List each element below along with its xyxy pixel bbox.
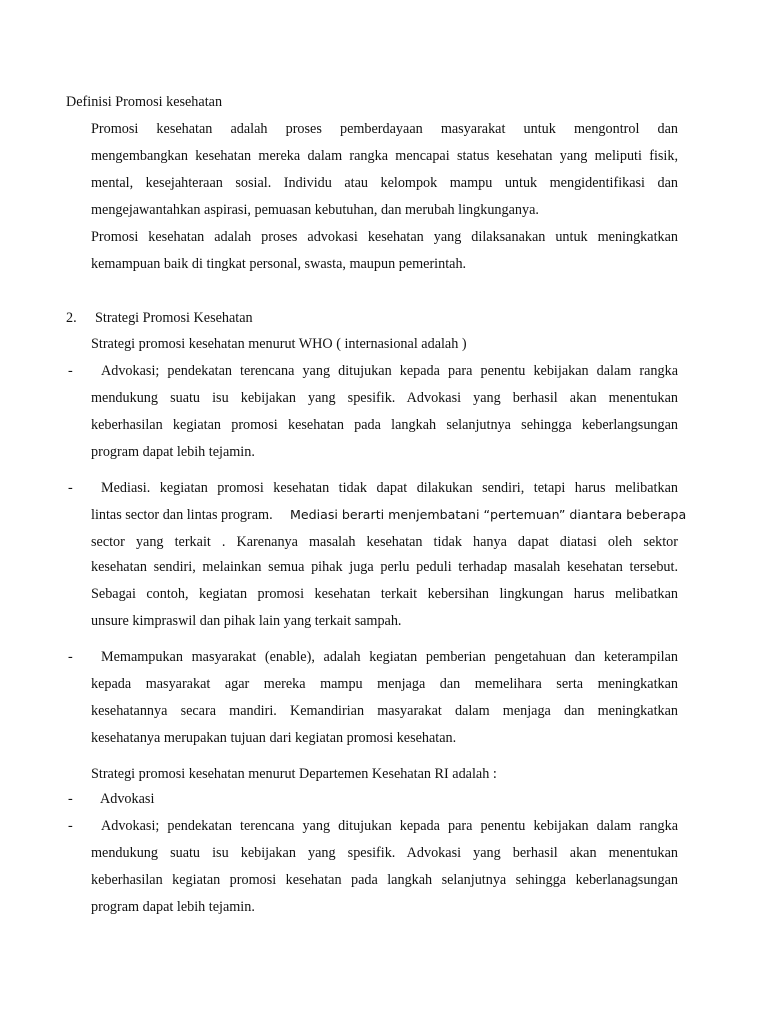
bullet-dash: - [68,791,73,807]
section-heading-strategi: Strategi Promosi Kesehatan [95,310,253,326]
paragraph-line: Promosi kesehatan adalah proses pemberdayaan masyarakat untuk mengontrol dan [91,121,678,137]
who-intro: Strategi promosi kesehatan menurut WHO ( internasional adalah ) [91,336,467,352]
list-item-line-sans: Mediasi berarti menjembatani “pertemuan” diantara beberapa [290,507,687,522]
list-item-line: sector yang terkait . Karenanya masalah kesehatan tidak hanya dapat diatasi oleh sektor [91,534,678,550]
section-number: 2. [66,310,77,326]
paragraph-line: mengembangkan kesehatan mereka dalam rangka mencapai status kesehatan yang meliputi fisik, [91,148,678,164]
list-item-line: mendukung suatu isu kebijakan yang spesifik. Advokasi yang berhasil akan menentukan [91,390,678,406]
list-item-line: Sebagai contoh, kegiatan promosi kesehatan terkait kebersihan lingkungan harus melibatkan [91,586,678,602]
paragraph-line: mental, kesejahteraan sosial. Individu atau kelompok mampu untuk mengidentifikasi dan [91,175,678,191]
list-item-line: keberhasilan kegiatan promosi kesehatan pada langkah selanjutnya sehingga keberlanagsungan [91,872,678,888]
list-item-line: kesehatanya merupakan tujuan dari kegiatan promosi kesehatan. [91,730,457,746]
bullet-dash: - [68,363,73,379]
paragraph-line: kemampuan baik di tingkat personal, swasta, maupun pemerintah. [91,256,467,272]
list-item-line: Advokasi; pendekatan terencana yang ditujukan kepada para penentu kebijakan dalam rangka [101,818,678,834]
list-item-line: program dapat lebih tejamin. [91,444,255,460]
list-item-line: program dapat lebih tejamin. [91,899,255,915]
bullet-dash: - [68,649,73,665]
paragraph-line: Promosi kesehatan adalah proses advokasi kesehatan yang dilaksanakan untuk meningkatkan [91,229,678,245]
list-item-line: unsure kimpraswil dan pihak lain yang terkait sampah. [91,613,402,629]
list-item-line: Advokasi [100,791,155,807]
bullet-dash: - [68,480,73,496]
section-heading-definisi: Definisi Promosi kesehatan [66,94,223,110]
list-item-line: mendukung suatu isu kebijakan yang spesifik. Advokasi yang berhasil akan menentukan [91,845,678,861]
list-item-line: Mediasi. kegiatan promosi kesehatan tidak dapat dilakukan sendiri, tetapi harus melibatkan [101,480,678,496]
list-item-line: kesehatannya secara mandiri. Kemandirian masyarakat dalam menjaga dan meningkatkan [91,703,678,719]
paragraph-line: mengejawantahkan aspirasi, pemuasan kebutuhan, dan merubah lingkunganya. [91,202,539,218]
list-item-line: keberhasilan kegiatan promosi kesehatan pada langkah selanjutnya sehingga keberlangsungan [91,417,678,433]
list-item-line: Advokasi; pendekatan terencana yang ditujukan kepada para penentu kebijakan dalam rangka [101,363,678,379]
list-item-line: kepada masyarakat agar mereka mampu menjaga dan memelihara serta meningkatkan [91,676,678,692]
bullet-dash: - [68,818,73,834]
list-item-line: lintas sector dan lintas program. [91,507,273,523]
depkes-intro: Strategi promosi kesehatan menurut Departemen Kesehatan RI adalah : [91,766,497,782]
list-item-line: kesehatan sendiri, melainkan semua pihak juga perlu peduli terhadap masalah kesehatan tersebut. [91,559,678,575]
list-item-line: Memampukan masyarakat (enable), adalah kegiatan pemberian pengetahuan dan keterampilan [101,649,678,665]
